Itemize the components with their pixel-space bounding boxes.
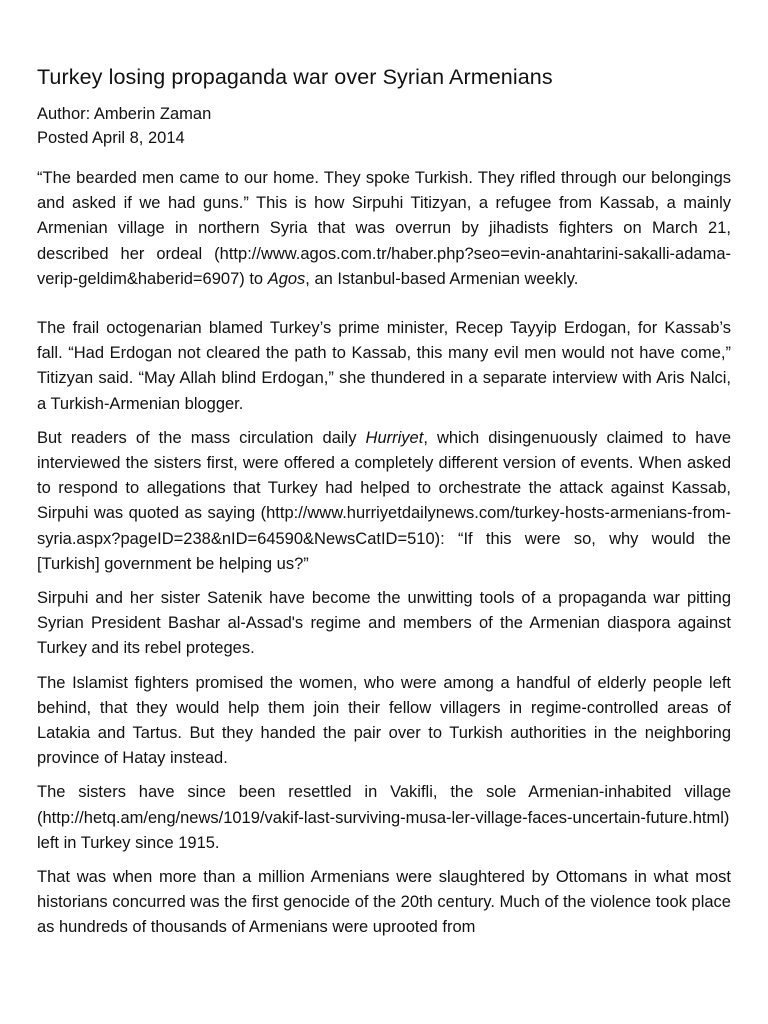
paragraph-1-text-b: , an Istanbul-based Armenian weekly. [305, 269, 579, 288]
paragraph-2: The frail octogenarian blamed Turkey’s prime minister, Recep Tayyip Erdogan, for Kassab’s fall. “Had Erdogan not cleared the path to Kassab, this many evil men would not have come,” Titizyan said. “May Allah blind Erdogan,” she thundered in a separate interview with Aris Nalci, a Turkish-Armenian blogger. [37, 319, 731, 413]
article-meta [37, 102, 731, 150]
paragraph-7: That was when more than a million Armenians were slaughtered by Ottomans in what most historians concurred was the first genocide of the 20th century. Much of the violence took place as hundreds of thousands of Armenians were uprooted from [37, 868, 731, 937]
paragraph-3 [37, 426, 731, 577]
article-body [37, 166, 731, 941]
article-title: Turkey losing propaganda war over Syrian Armenians [37, 65, 553, 89]
paragraph-3-text-a: But readers of the mass circulation daily [37, 428, 366, 447]
article-author: Author: Amberin Zaman [37, 105, 212, 123]
paragraph-3-text-b: , which disingenuously claimed to have interviewed the sisters first, were offered a completely different version of events. When asked to respond to allegations that Turkey had helped to orchestrate the attack against Kassab, Sirpuhi was quoted as saying (http://www.hurriyetdailynews.com/turkey-hosts-armenians-from-syria.aspx?pageID=238&nID=64590&NewsCatID=510): “If this were so, why would the [Turkish] government be helping us?” [37, 428, 731, 573]
paragraph-6: The sisters have since been resettled in Vakifli, the sole Armenian-inhabited village (http://hetq.am/eng/news/1019/vakif-last-surviving-musa-ler-village-faces-uncertain-future.html) left in Turkey since 1915. [37, 783, 731, 852]
article-date: Posted April 8, 2014 [37, 129, 185, 147]
publication-name-agos: Agos [267, 269, 306, 288]
paragraph-1-text-a: “The bearded men came to our home. They spoke Turkish. They rifled through our belongings and asked if we had guns.” This is how Sirpuhi Titizyan, a refugee from Kassab, a mainly Armenian village in northern Syria that was overrun by jihadists fighters on March 21, described her ordeal (http://www.agos.com.tr/haber.php?seo=evin-anahtarini-sakalli-adama-verip-geldim&haberid=6907) to [37, 169, 731, 288]
paragraph-5: The Islamist fighters promised the women, who were among a handful of elderly people left behind, that they would help them join their fellow villagers in regime-controlled areas of Latakia and Tartus. But they handed the pair over to Turkish authorities in the neighboring province of Hatay instead. [37, 673, 731, 768]
publication-name-hurriyet: Hurriyet [365, 428, 424, 447]
paragraph-1 [37, 166, 731, 292]
paragraph-4: Sirpuhi and her sister Satenik have become the unwitting tools of a propaganda war pitting Syrian President Bashar al-Assad's regime and members of the Armenian diaspora against Turkey and its rebel proteges. [37, 589, 731, 658]
document-page [37, 60, 731, 950]
